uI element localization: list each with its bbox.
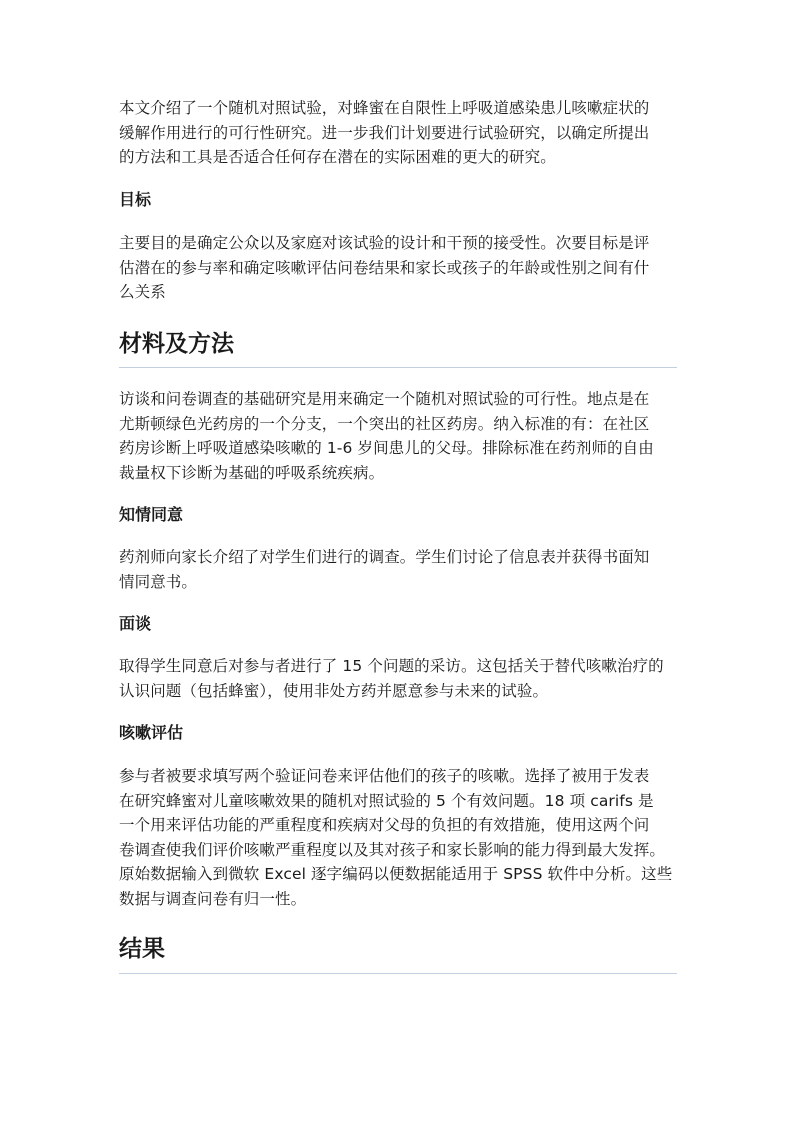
methods-line: 裁量权下诊断为基础的呼吸系统疾病。 [119, 463, 385, 482]
consent-line: 情同意书。 [119, 572, 198, 591]
interview-heading: 面谈 [119, 614, 152, 633]
objective-line: 估潜在的参与率和确定咳嗽评估问卷结果和家长或孩子的年龄或性别之间有什 [119, 258, 650, 277]
consent-line: 药剂师向家长介绍了对学生们进行的调查。学生们讨论了信息表并获得书面知 [119, 548, 650, 566]
methods-section-title: 材料及方法 [119, 330, 234, 357]
results-title-divider [119, 973, 677, 974]
intro-line: 的方法和工具是否适合任何存在潜在的实际困难的更大的研究。 [119, 148, 556, 166]
objective-paragraph [119, 231, 689, 305]
methods-line: 药房诊断上呼吸道感染咳嗽的 1-6 岁间患儿的父母。排除标准在药剂师的自由 [119, 439, 654, 457]
consent-heading: 知情同意 [119, 505, 184, 524]
cough-assessment-paragraph [119, 764, 689, 911]
cough-line: 原始数据输入到微软 Excel 逐字编码以便数据能适用于 SPSS 软件中分析。这些 [119, 865, 673, 883]
methods-line: 访谈和问卷调查的基础研究是用来确定一个随机对照试验的可行性。地点是在 [119, 390, 650, 408]
objective-heading: 目标 [119, 190, 152, 209]
interview-paragraph [119, 654, 689, 703]
results-section-title: 结果 [119, 935, 165, 962]
interview-line: 认识问题（包括蜂蜜），使用非处方药并愿意参与未来的试验。 [119, 681, 549, 700]
cough-line: 参与者被要求填写两个验证问卷来评估他们的孩子的咳嗽。选择了被用于发表 [119, 767, 650, 785]
intro-line: 本文介绍了一个随机对照试验，对蜂蜜在自限性上呼吸道感染患儿咳嗽症状的 [119, 99, 650, 117]
objective-line: 主要目的是确定公众以及家庭对该试验的设计和干预的接受性。次要目标是评 [119, 234, 650, 252]
intro-line: 缓解作用进行的可行性研究。进一步我们计划要进行试验研究，以确定所提出 [119, 123, 650, 142]
cough-line: 在研究蜂蜜对儿童咳嗽效果的随机对照试验的 5 个有效问题。18 项 carifs 是 [119, 791, 654, 810]
cough-line: 数据与调查问卷有归一性。 [119, 889, 307, 908]
methods-line: 尤斯顿绿色光药房的一个分支，一个突出的社区药房。纳入标准的有：在社区 [119, 414, 650, 433]
intro-paragraph [119, 96, 689, 170]
objective-line: 么关系 [119, 283, 166, 301]
consent-paragraph [119, 545, 689, 594]
methods-title-divider [119, 367, 677, 368]
cough-line: 一个用来评估功能的严重程度和疾病对父母的负担的有效措施，使用这两个问 [119, 816, 650, 834]
methods-paragraph [119, 387, 689, 485]
cough-assessment-heading: 咳嗽评估 [119, 723, 184, 742]
interview-line: 取得学生同意后对参与者进行了 15 个问题的采访。这包括关于替代咳嗽治疗的 [119, 657, 664, 675]
cough-line: 卷调查使我们评价咳嗽严重程度以及其对孩子和家长影响的能力得到最大发挥。 [119, 840, 666, 859]
